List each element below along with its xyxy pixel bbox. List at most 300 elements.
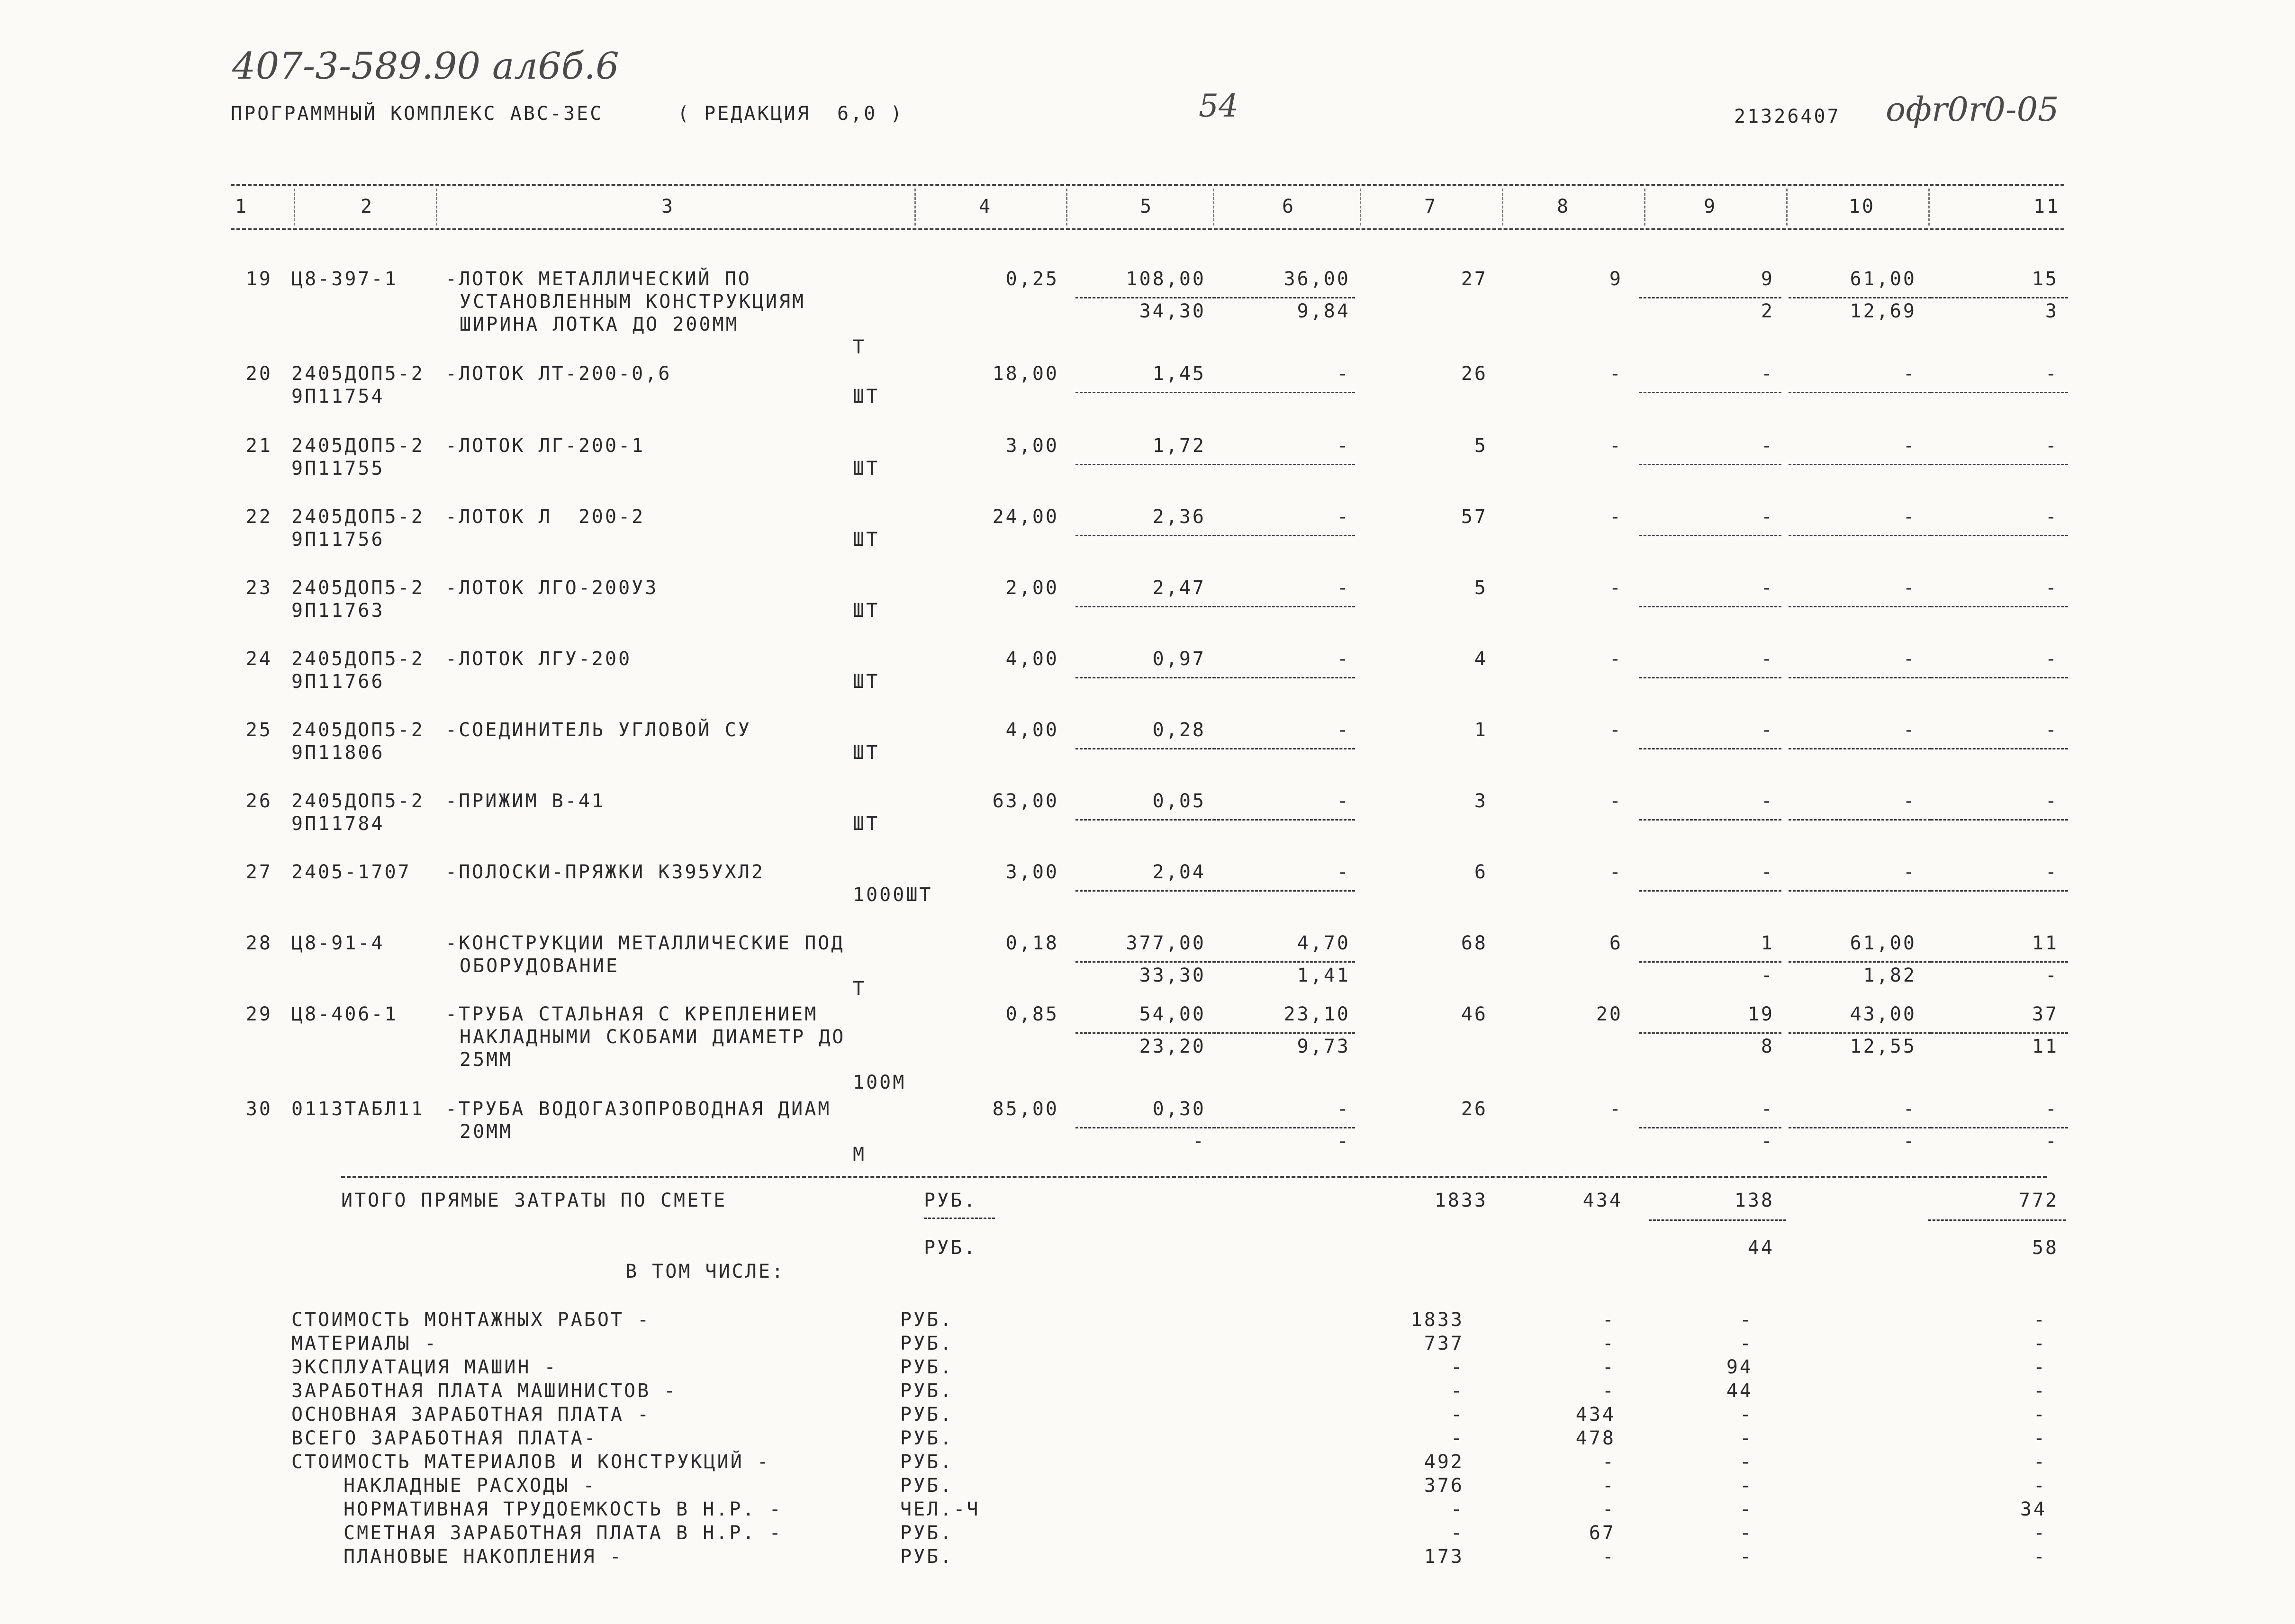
value-underline <box>1213 606 1355 607</box>
summary-machines: - <box>1739 1546 1753 1568</box>
catalog-code: 9П11754 <box>291 386 385 407</box>
summary-total-cost: - <box>1450 1404 1464 1426</box>
summary-total-cost: - <box>1450 1498 1464 1520</box>
secondary-value: - <box>1761 965 1774 986</box>
value-underline <box>1075 890 1215 892</box>
summary-label: СМЕТНАЯ ЗАРАБОТНАЯ ПЛАТА В Н.Р. - <box>343 1522 783 1544</box>
program-edition: ( РЕДАКЦИЯ 6,0 ) <box>678 103 904 125</box>
unit-machine-cost: - <box>1337 435 1350 457</box>
summary-label: ВСЕГО ЗАРАБОТНАЯ ПЛАТА- <box>291 1427 597 1449</box>
total-labor: - <box>2045 363 2059 385</box>
secondary-value: 33,30 <box>1139 965 1206 986</box>
total-cost: 57 <box>1461 506 1488 528</box>
value-underline <box>1075 297 1215 298</box>
column-header-11: 11 <box>2033 196 2060 217</box>
machine-operation: - <box>1761 506 1774 528</box>
column-header-6: 6 <box>1282 196 1296 217</box>
quantity: 2,00 <box>1005 577 1059 599</box>
machine-operation: - <box>1761 861 1774 883</box>
summary-labor: 34 <box>2020 1498 2047 1520</box>
unit-cost: 108,00 <box>1126 268 1206 290</box>
resource-code: 2405-1707 <box>291 861 411 883</box>
column-separator <box>1502 189 1503 226</box>
summary-unit: РУБ. <box>900 1546 954 1568</box>
item-description: 20ММ <box>460 1121 513 1143</box>
unit-cost: 1,45 <box>1152 363 1206 385</box>
unit-cost: 54,00 <box>1139 1003 1206 1025</box>
summary-unit: РУБ. <box>900 1522 954 1544</box>
summary-machines: - <box>1739 1522 1753 1544</box>
summary-labor: - <box>2033 1333 2047 1354</box>
column-header-1: 1 <box>235 196 249 217</box>
summary-machines: 44 <box>1726 1380 1753 1402</box>
labor-per-unit: - <box>1903 1098 1916 1120</box>
program-title: ПРОГРАММНЫЙ КОМПЛЕКС АВС-3ЕС <box>231 103 604 125</box>
column-header-3: 3 <box>661 196 675 217</box>
value-underline <box>1075 1032 1215 1034</box>
header-bottom-rule <box>231 228 2064 230</box>
column-header-2: 2 <box>360 196 374 217</box>
handwritten-page-number: 54 <box>1199 88 1238 124</box>
resource-code: 2405ДОП5-2 <box>291 435 425 457</box>
value-underline <box>1075 606 1215 607</box>
unit-of-measure: М <box>853 1144 867 1165</box>
item-description: НАКЛАДНЫМИ СКОБАМИ ДИАМЕТР ДО <box>460 1026 846 1048</box>
summary-unit: РУБ. <box>900 1309 954 1331</box>
quantity: 24,00 <box>992 506 1059 528</box>
secondary-value: 11 <box>2032 1036 2059 1057</box>
value-underline <box>1639 677 1781 678</box>
unit-machine-cost: - <box>1337 861 1350 883</box>
labor-per-unit: - <box>1903 506 1916 528</box>
value-underline <box>1075 819 1215 821</box>
item-description: -ЛОТОК Л 200-2 <box>445 506 645 528</box>
totals-labor: 772 <box>2018 1190 2059 1211</box>
machine-operation: - <box>1761 363 1774 385</box>
labor-per-unit: - <box>1903 648 1916 670</box>
total-cost: 6 <box>1474 861 1488 883</box>
summary-wages: - <box>1602 1356 1616 1378</box>
handwritten-document-number: 407-3-589.90 ал6б.6 <box>232 45 619 88</box>
summary-wages: - <box>1602 1333 1616 1354</box>
value-underline <box>1213 297 1355 298</box>
summary-wages: - <box>1602 1475 1616 1497</box>
value-underline <box>1931 297 2068 298</box>
machine-operation: 1 <box>1761 932 1774 954</box>
secondary-value: - <box>1903 1130 1916 1152</box>
summary-unit: РУБ. <box>900 1427 954 1449</box>
summary-unit: РУБ. <box>900 1475 954 1497</box>
unit-machine-cost: 4,70 <box>1297 932 1350 954</box>
unit-of-measure: ШТ <box>853 458 880 479</box>
summary-total-cost: 1833 <box>1410 1309 1464 1331</box>
summary-total-cost: 737 <box>1424 1333 1464 1354</box>
row-number: 27 <box>245 861 272 883</box>
value-underline <box>1075 748 1215 749</box>
summary-unit: РУБ. <box>900 1356 954 1378</box>
value-underline <box>1075 1127 1215 1128</box>
summary-machines: - <box>1739 1498 1753 1520</box>
column-separator <box>294 189 295 226</box>
row-number: 19 <box>245 268 272 290</box>
totals-underline <box>1649 1219 1786 1221</box>
summary-label: ЭКСПЛУАТАЦИЯ МАШИН - <box>291 1356 558 1378</box>
summary-total-cost: - <box>1450 1427 1464 1449</box>
unit-cost: 2,04 <box>1152 861 1206 883</box>
catalog-code: 9П11806 <box>291 742 385 764</box>
row-number: 22 <box>245 506 272 528</box>
unit-cost: 2,47 <box>1152 577 1206 599</box>
summary-total-cost: 376 <box>1424 1475 1464 1497</box>
total-wages: 20 <box>1596 1003 1623 1025</box>
quantity: 3,00 <box>1005 435 1059 457</box>
value-underline <box>1789 961 1931 963</box>
document-code: 21326407 <box>1734 106 1841 127</box>
totals-rule <box>341 1176 2047 1178</box>
total-cost: 1 <box>1474 719 1488 741</box>
summary-label: НОРМАТИВНАЯ ТРУДОЕМКОСТЬ В Н.Р. - <box>343 1498 783 1520</box>
resource-code: 2405ДОП5-2 <box>291 363 425 385</box>
column-separator <box>1213 189 1214 226</box>
column-separator <box>914 189 916 226</box>
resource-code: 2405ДОП5-2 <box>291 719 425 741</box>
column-header-9: 9 <box>1703 196 1717 217</box>
totals-machines: 138 <box>1734 1190 1774 1211</box>
value-underline <box>1931 1032 2068 1034</box>
value-underline <box>1789 1127 1931 1128</box>
quantity: 18,00 <box>992 363 1059 385</box>
machine-operation: - <box>1761 719 1774 741</box>
item-description: -ТРУБА СТАЛЬНАЯ С КРЕПЛЕНИЕМ <box>445 1003 818 1025</box>
summary-labor: - <box>2033 1546 2047 1568</box>
catalog-code: 9П11756 <box>291 529 385 550</box>
value-underline <box>1931 677 2068 678</box>
column-separator <box>1786 189 1788 226</box>
summary-labor: - <box>2033 1475 2047 1497</box>
summary-total-cost: - <box>1450 1356 1464 1378</box>
item-description: -ЛОТОК МЕТАЛЛИЧЕСКИЙ ПО <box>445 268 751 290</box>
labor-per-unit: 61,00 <box>1850 268 1916 290</box>
item-description: -ЛОТОК ЛГО-200У3 <box>445 577 659 599</box>
summary-label: ОСНОВНАЯ ЗАРАБОТНАЯ ПЛАТА - <box>291 1404 651 1426</box>
total-labor: 15 <box>2032 268 2059 290</box>
total-wages: - <box>1609 435 1623 457</box>
summary-machines: - <box>1739 1309 1753 1331</box>
item-description: ШИРИНА ЛОТКА ДО 200ММ <box>460 314 739 335</box>
unit-cost: 0,28 <box>1152 719 1206 741</box>
secondary-value: - <box>1337 1130 1350 1152</box>
value-underline <box>1213 961 1355 963</box>
total-cost: 5 <box>1474 577 1488 599</box>
unit-of-measure: Т <box>853 978 867 1000</box>
column-separator <box>1928 189 1930 226</box>
summary-unit: РУБ. <box>900 1451 954 1473</box>
unit-of-measure: ШТ <box>853 386 880 407</box>
row-number: 23 <box>245 577 272 599</box>
value-underline <box>1931 961 2068 963</box>
machine-operation: - <box>1761 1098 1774 1120</box>
unit-cost: 0,05 <box>1152 790 1206 812</box>
summary-machines: - <box>1739 1404 1753 1426</box>
unit-machine-cost: 23,10 <box>1283 1003 1350 1025</box>
value-underline <box>1931 392 2068 393</box>
secondary-value: 12,69 <box>1850 300 1916 322</box>
row-number: 25 <box>245 719 272 741</box>
summary-machines: 94 <box>1726 1356 1753 1378</box>
value-underline <box>1213 1032 1355 1034</box>
unit-machine-cost: - <box>1337 719 1350 741</box>
value-underline <box>1213 1127 1355 1128</box>
total-cost: 26 <box>1461 1098 1488 1120</box>
column-header-5: 5 <box>1139 196 1154 217</box>
summary-wages: - <box>1602 1498 1616 1520</box>
value-underline <box>1075 535 1215 536</box>
machine-operation: 19 <box>1747 1003 1774 1025</box>
unit-of-measure: ШТ <box>853 600 880 622</box>
total-labor: - <box>2045 506 2059 528</box>
summary-label: СТОИМОСТЬ МОНТАЖНЫХ РАБОТ - <box>291 1309 651 1331</box>
summary-machines: - <box>1739 1427 1753 1449</box>
unit-cost: 0,30 <box>1152 1098 1206 1120</box>
column-header-10: 10 <box>1848 196 1876 217</box>
totals-underline <box>924 1218 995 1219</box>
resource-code: Ц8-397-1 <box>291 268 398 290</box>
summary-label: МАТЕРИАЛЫ - <box>291 1333 438 1354</box>
totals-unit-2: РУБ. <box>924 1237 977 1259</box>
value-underline <box>1213 819 1355 821</box>
total-labor: - <box>2045 1098 2059 1120</box>
summary-labor: - <box>2033 1404 2047 1426</box>
quantity: 3,00 <box>1005 861 1059 883</box>
total-wages: - <box>1609 577 1623 599</box>
total-labor: - <box>2045 790 2059 812</box>
resource-code: 2405ДОП5-2 <box>291 577 425 599</box>
total-labor: - <box>2045 435 2059 457</box>
value-underline <box>1789 1032 1931 1034</box>
item-description: -СОЕДИНИТЕЛЬ УГЛОВОЙ СУ <box>445 719 751 741</box>
catalog-code: 9П11784 <box>291 813 385 835</box>
unit-machine-cost: 36,00 <box>1283 268 1350 290</box>
unit-machine-cost: - <box>1337 648 1350 670</box>
secondary-value: 9,84 <box>1297 300 1350 322</box>
unit-machine-cost: - <box>1337 506 1350 528</box>
handwritten-reference: офr0r0-05 <box>1886 90 2059 129</box>
secondary-value: 23,20 <box>1139 1036 1206 1057</box>
total-labor: - <box>2045 577 2059 599</box>
quantity: 4,00 <box>1005 719 1059 741</box>
machine-operation: - <box>1761 577 1774 599</box>
value-underline <box>1789 748 1931 749</box>
row-number: 28 <box>245 932 272 954</box>
machine-operation: - <box>1761 648 1774 670</box>
total-cost: 26 <box>1461 363 1488 385</box>
summary-machines: - <box>1739 1333 1753 1354</box>
value-underline <box>1639 961 1781 963</box>
total-cost: 46 <box>1461 1003 1488 1025</box>
total-cost: 5 <box>1474 435 1488 457</box>
value-underline <box>1639 606 1781 607</box>
total-wages: 6 <box>1609 932 1623 954</box>
total-wages: - <box>1609 363 1623 385</box>
item-description: -ЛОТОК ЛГ-200-1 <box>445 435 645 457</box>
item-description: -ТРУБА ВОДОГАЗОПРОВОДНАЯ ДИАМ <box>445 1098 831 1120</box>
item-description: -ЛОТОК ЛТ-200-0,6 <box>445 363 672 385</box>
total-wages: - <box>1609 1098 1623 1120</box>
unit-machine-cost: - <box>1337 363 1350 385</box>
value-underline <box>1213 677 1355 678</box>
labor-per-unit: - <box>1903 719 1916 741</box>
secondary-value: - <box>1761 1130 1774 1152</box>
summary-wages: - <box>1602 1309 1616 1331</box>
quantity: 4,00 <box>1005 648 1059 670</box>
summary-machines: - <box>1739 1475 1753 1497</box>
item-description: -КОНСТРУКЦИИ МЕТАЛЛИЧЕСКИЕ ПОД <box>445 932 845 954</box>
labor-per-unit: 43,00 <box>1850 1003 1916 1025</box>
total-labor: 37 <box>2032 1003 2059 1025</box>
value-underline <box>1789 819 1931 821</box>
value-underline <box>1931 1127 2068 1128</box>
value-underline <box>1789 890 1931 892</box>
unit-of-measure: 1000ШТ <box>853 884 933 906</box>
item-description: 25ММ <box>460 1049 513 1071</box>
total-wages: - <box>1609 506 1623 528</box>
including-heading: В ТОМ ЧИСЛЕ: <box>625 1261 785 1282</box>
resource-code: 2405ДОП5-2 <box>291 648 425 670</box>
summary-total-cost: 173 <box>1424 1546 1464 1568</box>
total-cost: 4 <box>1474 648 1488 670</box>
value-underline <box>1213 748 1355 749</box>
item-description: ОБОРУДОВАНИЕ <box>460 955 619 977</box>
summary-wages: 434 <box>1575 1404 1616 1426</box>
column-separator <box>1644 189 1645 226</box>
totals-wages: 434 <box>1582 1190 1623 1211</box>
machine-operation: - <box>1761 790 1774 812</box>
catalog-code: 9П11755 <box>291 458 385 479</box>
summary-label: СТОИМОСТЬ МАТЕРИАЛОВ И КОНСТРУКЦИЙ - <box>291 1451 770 1473</box>
summary-unit: ЧЕЛ.-Ч <box>900 1498 980 1520</box>
column-separator <box>1066 189 1067 226</box>
summary-labor: - <box>2033 1356 2047 1378</box>
resource-code: Ц8-406-1 <box>291 1003 398 1025</box>
summary-labor: - <box>2033 1451 2047 1473</box>
value-underline <box>1931 890 2068 892</box>
secondary-value: 1,82 <box>1863 965 1916 986</box>
resource-code: Ц8-91-4 <box>291 932 385 954</box>
unit-machine-cost: - <box>1337 790 1350 812</box>
value-underline <box>1789 535 1931 536</box>
summary-labor: - <box>2033 1380 2047 1402</box>
value-underline <box>1931 819 2068 821</box>
total-labor: 11 <box>2032 932 2059 954</box>
secondary-value: - <box>1192 1130 1206 1152</box>
secondary-value: 9,73 <box>1297 1036 1350 1057</box>
item-description: УСТАНОВЛЕННЫМ КОНСТРУКЦИЯМ <box>460 291 806 313</box>
summary-wages: - <box>1602 1546 1616 1568</box>
secondary-value: - <box>2045 965 2059 986</box>
secondary-value: 3 <box>2045 300 2059 322</box>
secondary-value: 8 <box>1761 1036 1774 1057</box>
summary-wages: - <box>1602 1380 1616 1402</box>
unit-of-measure: Т <box>853 336 867 358</box>
total-labor: - <box>2045 648 2059 670</box>
value-underline <box>1639 535 1781 536</box>
summary-machines: - <box>1739 1451 1753 1473</box>
row-number: 24 <box>245 648 272 670</box>
quantity: 0,25 <box>1005 268 1059 290</box>
value-underline <box>1639 464 1781 465</box>
column-header-8: 8 <box>1556 196 1571 217</box>
labor-per-unit: 61,00 <box>1850 932 1916 954</box>
catalog-code: 9П11763 <box>291 600 385 622</box>
value-underline <box>1639 1127 1781 1128</box>
total-wages: - <box>1609 861 1623 883</box>
value-underline <box>1789 464 1931 465</box>
quantity: 63,00 <box>992 790 1059 812</box>
column-separator <box>1360 189 1361 226</box>
unit-of-measure: ШТ <box>853 742 880 764</box>
total-cost: 27 <box>1461 268 1488 290</box>
column-header-7: 7 <box>1424 196 1438 217</box>
secondary-value: 1,41 <box>1297 965 1350 986</box>
summary-unit: РУБ. <box>900 1404 954 1426</box>
totals-underline <box>1928 1219 2066 1221</box>
unit-cost: 377,00 <box>1126 932 1206 954</box>
unit-of-measure: 100М <box>853 1072 906 1093</box>
value-underline <box>1213 464 1355 465</box>
secondary-value: 12,55 <box>1850 1036 1916 1057</box>
totals-label: ИТОГО ПРЯМЫЕ ЗАТРАТЫ ПО СМЕТЕ <box>341 1190 727 1211</box>
totals-labor-2: 58 <box>2032 1237 2059 1259</box>
unit-cost: 0,97 <box>1152 648 1206 670</box>
summary-total-cost: - <box>1450 1522 1464 1544</box>
value-underline <box>1931 535 2068 536</box>
unit-of-measure: ШТ <box>853 813 880 835</box>
value-underline <box>1639 890 1781 892</box>
resource-code: 2405ДОП5-2 <box>291 790 425 812</box>
resource-code: 2405ДОП5-2 <box>291 506 425 528</box>
unit-cost: 2,36 <box>1152 506 1206 528</box>
value-underline <box>1075 677 1215 678</box>
value-underline <box>1639 819 1781 821</box>
secondary-value: 2 <box>1761 300 1774 322</box>
quantity: 85,00 <box>992 1098 1059 1120</box>
summary-label: ЗАРАБОТНАЯ ПЛАТА МАШИНИСТОВ - <box>291 1380 678 1402</box>
value-underline <box>1213 890 1355 892</box>
totals-total-cost: 1833 <box>1434 1190 1488 1211</box>
row-number: 21 <box>245 435 272 457</box>
column-header-4: 4 <box>978 196 993 217</box>
value-underline <box>1075 961 1215 963</box>
summary-total-cost: 492 <box>1424 1451 1464 1473</box>
value-underline <box>1639 392 1781 393</box>
labor-per-unit: - <box>1903 363 1916 385</box>
total-wages: - <box>1609 648 1623 670</box>
quantity: 0,18 <box>1005 932 1059 954</box>
summary-unit: РУБ. <box>900 1333 954 1354</box>
totals-unit: РУБ. <box>924 1190 977 1211</box>
value-underline <box>1213 535 1355 536</box>
header-top-rule <box>231 184 2064 186</box>
total-cost: 3 <box>1474 790 1488 812</box>
quantity: 0,85 <box>1005 1003 1059 1025</box>
summary-label: ПЛАНОВЫЕ НАКОПЛЕНИЯ - <box>343 1546 623 1568</box>
catalog-code: 9П11766 <box>291 671 385 693</box>
summary-wages: 478 <box>1575 1427 1616 1449</box>
unit-machine-cost: - <box>1337 577 1350 599</box>
total-labor: - <box>2045 861 2059 883</box>
row-number: 30 <box>245 1098 272 1120</box>
value-underline <box>1931 606 2068 607</box>
